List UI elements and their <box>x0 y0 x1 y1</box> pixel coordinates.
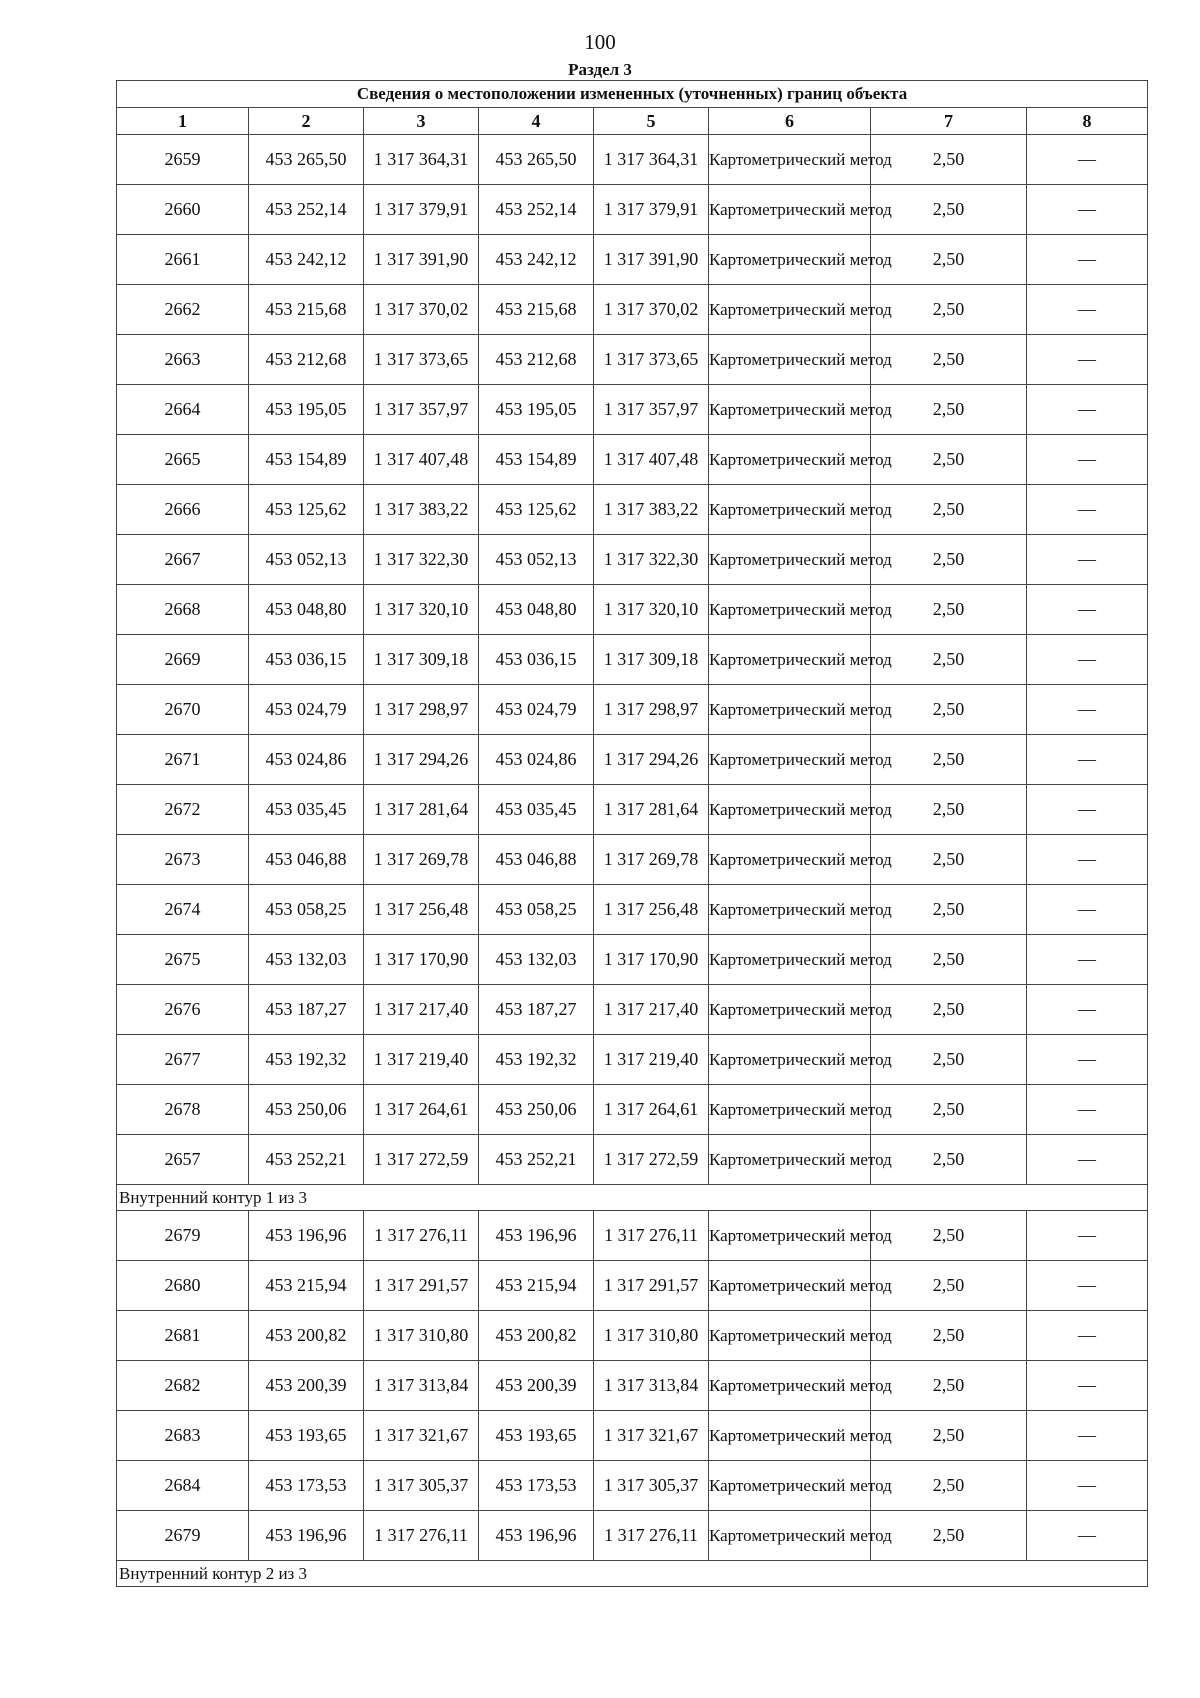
y-new-cell: 1 317 276,11 <box>594 1511 709 1561</box>
y-old-cell: 1 317 272,59 <box>364 1135 479 1185</box>
x-old-cell: 453 187,27 <box>249 985 364 1035</box>
y-new-cell: 1 317 322,30 <box>594 535 709 585</box>
x-new-cell: 453 192,32 <box>479 1035 594 1085</box>
point-number-cell: 2662 <box>117 285 249 335</box>
x-new-cell: 453 125,62 <box>479 485 594 535</box>
method-cell: Картометрический метод <box>709 135 871 185</box>
x-new-cell: 453 036,15 <box>479 635 594 685</box>
y-new-cell: 1 317 298,97 <box>594 685 709 735</box>
x-old-cell: 453 154,89 <box>249 435 364 485</box>
method-cell: Картометрический метод <box>709 1211 871 1261</box>
description-cell: — <box>1027 1135 1148 1185</box>
method-cell: Картометрический метод <box>709 1085 871 1135</box>
x-old-cell: 453 125,62 <box>249 485 364 535</box>
y-new-cell: 1 317 264,61 <box>594 1085 709 1135</box>
x-new-cell: 453 173,53 <box>479 1461 594 1511</box>
column-number: 4 <box>479 108 594 135</box>
x-old-cell: 453 036,15 <box>249 635 364 685</box>
y-new-cell: 1 317 309,18 <box>594 635 709 685</box>
description-cell: — <box>1027 435 1148 485</box>
x-old-cell: 453 242,12 <box>249 235 364 285</box>
x-old-cell: 453 024,86 <box>249 735 364 785</box>
point-number-cell: 2660 <box>117 185 249 235</box>
y-old-cell: 1 317 373,65 <box>364 335 479 385</box>
y-old-cell: 1 317 217,40 <box>364 985 479 1035</box>
y-new-cell: 1 317 219,40 <box>594 1035 709 1085</box>
point-number-cell: 2659 <box>117 135 249 185</box>
x-new-cell: 453 024,79 <box>479 685 594 735</box>
point-number-cell: 2676 <box>117 985 249 1035</box>
column-number: 6 <box>709 108 871 135</box>
y-new-cell: 1 317 370,02 <box>594 285 709 335</box>
y-old-cell: 1 317 407,48 <box>364 435 479 485</box>
point-number-cell: 2678 <box>117 1085 249 1135</box>
accuracy-cell: 2,50 <box>871 1311 1027 1361</box>
method-cell: Картометрический метод <box>709 1361 871 1411</box>
y-new-cell: 1 317 256,48 <box>594 885 709 935</box>
accuracy-cell: 2,50 <box>871 885 1027 935</box>
column-number-row <box>117 108 1148 135</box>
x-old-cell: 453 196,96 <box>249 1511 364 1561</box>
accuracy-cell: 2,50 <box>871 385 1027 435</box>
y-old-cell: 1 317 383,22 <box>364 485 479 535</box>
point-number-cell: 2681 <box>117 1311 249 1361</box>
y-old-cell: 1 317 219,40 <box>364 1035 479 1085</box>
x-old-cell: 453 058,25 <box>249 885 364 935</box>
x-new-cell: 453 024,86 <box>479 735 594 785</box>
x-old-cell: 453 046,88 <box>249 835 364 885</box>
point-number-cell: 2668 <box>117 585 249 635</box>
x-new-cell: 453 058,25 <box>479 885 594 935</box>
x-old-cell: 453 195,05 <box>249 385 364 435</box>
description-cell: — <box>1027 1511 1148 1561</box>
accuracy-cell: 2,50 <box>871 335 1027 385</box>
accuracy-cell: 2,50 <box>871 1135 1027 1185</box>
accuracy-cell: 2,50 <box>871 1461 1027 1511</box>
point-number-cell: 2680 <box>117 1261 249 1311</box>
x-new-cell: 453 265,50 <box>479 135 594 185</box>
y-new-cell: 1 317 294,26 <box>594 735 709 785</box>
table-row <box>117 985 1148 1035</box>
accuracy-cell: 2,50 <box>871 1211 1027 1261</box>
point-number-cell: 2674 <box>117 885 249 935</box>
x-new-cell: 453 052,13 <box>479 535 594 585</box>
point-number-cell: 2667 <box>117 535 249 585</box>
method-cell: Картометрический метод <box>709 635 871 685</box>
x-new-cell: 453 252,14 <box>479 185 594 235</box>
description-cell: — <box>1027 1361 1148 1411</box>
table-row <box>117 485 1148 535</box>
method-cell: Картометрический метод <box>709 835 871 885</box>
description-cell: — <box>1027 685 1148 735</box>
accuracy-cell: 2,50 <box>871 535 1027 585</box>
y-old-cell: 1 317 294,26 <box>364 735 479 785</box>
y-old-cell: 1 317 276,11 <box>364 1511 479 1561</box>
accuracy-cell: 2,50 <box>871 135 1027 185</box>
point-number-cell: 2683 <box>117 1411 249 1461</box>
y-new-cell: 1 317 379,91 <box>594 185 709 235</box>
y-new-cell: 1 317 320,10 <box>594 585 709 635</box>
column-number: 7 <box>871 108 1027 135</box>
x-old-cell: 453 192,32 <box>249 1035 364 1085</box>
method-cell: Картометрический метод <box>709 935 871 985</box>
x-old-cell: 453 252,14 <box>249 185 364 235</box>
x-old-cell: 453 024,79 <box>249 685 364 735</box>
y-old-cell: 1 317 309,18 <box>364 635 479 685</box>
description-cell: — <box>1027 585 1148 635</box>
y-new-cell: 1 317 357,97 <box>594 385 709 435</box>
method-cell: Картометрический метод <box>709 585 871 635</box>
x-new-cell: 453 195,05 <box>479 385 594 435</box>
table-row <box>117 785 1148 835</box>
table-row <box>117 1085 1148 1135</box>
accuracy-cell: 2,50 <box>871 1035 1027 1085</box>
table-row <box>117 585 1148 635</box>
description-cell: — <box>1027 1411 1148 1461</box>
x-new-cell: 453 252,21 <box>479 1135 594 1185</box>
description-cell: — <box>1027 1461 1148 1511</box>
point-number-cell: 2677 <box>117 1035 249 1085</box>
point-number-cell: 2665 <box>117 435 249 485</box>
point-number-cell: 2672 <box>117 785 249 835</box>
table-row <box>117 1211 1148 1261</box>
y-new-cell: 1 317 391,90 <box>594 235 709 285</box>
x-old-cell: 453 193,65 <box>249 1411 364 1461</box>
y-new-cell: 1 317 373,65 <box>594 335 709 385</box>
method-cell: Картометрический метод <box>709 385 871 435</box>
method-cell: Картометрический метод <box>709 685 871 735</box>
column-number: 1 <box>117 108 249 135</box>
y-old-cell: 1 317 320,10 <box>364 585 479 635</box>
table-caption: Сведения о местоположении измененных (уточненных) границ объекта <box>117 81 1148 108</box>
column-number: 2 <box>249 108 364 135</box>
table-row <box>117 535 1148 585</box>
y-old-cell: 1 317 357,97 <box>364 385 479 435</box>
method-cell: Картометрический метод <box>709 1461 871 1511</box>
table-row <box>117 735 1148 785</box>
point-number-cell: 2666 <box>117 485 249 535</box>
description-cell: — <box>1027 785 1148 835</box>
point-number-cell: 2671 <box>117 735 249 785</box>
y-new-cell: 1 317 291,57 <box>594 1261 709 1311</box>
point-number-cell: 2679 <box>117 1211 249 1261</box>
point-number-cell: 2657 <box>117 1135 249 1185</box>
x-old-cell: 453 173,53 <box>249 1461 364 1511</box>
accuracy-cell: 2,50 <box>871 785 1027 835</box>
y-old-cell: 1 317 291,57 <box>364 1261 479 1311</box>
x-old-cell: 453 252,21 <box>249 1135 364 1185</box>
accuracy-cell: 2,50 <box>871 735 1027 785</box>
y-old-cell: 1 317 298,97 <box>364 685 479 735</box>
y-new-cell: 1 317 310,80 <box>594 1311 709 1361</box>
accuracy-cell: 2,50 <box>871 1361 1027 1411</box>
accuracy-cell: 2,50 <box>871 935 1027 985</box>
x-new-cell: 453 035,45 <box>479 785 594 835</box>
table-row <box>117 835 1148 885</box>
method-cell: Картометрический метод <box>709 1135 871 1185</box>
point-number-cell: 2663 <box>117 335 249 385</box>
method-cell: Картометрический метод <box>709 785 871 835</box>
table-row <box>117 1361 1148 1411</box>
x-new-cell: 453 196,96 <box>479 1511 594 1561</box>
y-new-cell: 1 317 305,37 <box>594 1461 709 1511</box>
description-cell: — <box>1027 735 1148 785</box>
table-row <box>117 285 1148 335</box>
method-cell: Картометрический метод <box>709 535 871 585</box>
y-old-cell: 1 317 170,90 <box>364 935 479 985</box>
accuracy-cell: 2,50 <box>871 835 1027 885</box>
x-new-cell: 453 200,39 <box>479 1361 594 1411</box>
method-cell: Картометрический метод <box>709 1511 871 1561</box>
x-old-cell: 453 250,06 <box>249 1085 364 1135</box>
y-new-cell: 1 317 281,64 <box>594 785 709 835</box>
contour-label: Внутренний контур 2 из 3 <box>117 1561 1148 1587</box>
x-new-cell: 453 193,65 <box>479 1411 594 1461</box>
description-cell: — <box>1027 1261 1148 1311</box>
method-cell: Картометрический метод <box>709 885 871 935</box>
accuracy-cell: 2,50 <box>871 635 1027 685</box>
point-number-cell: 2675 <box>117 935 249 985</box>
table-row <box>117 1135 1148 1185</box>
y-new-cell: 1 317 383,22 <box>594 485 709 535</box>
x-new-cell: 453 196,96 <box>479 1211 594 1261</box>
y-new-cell: 1 317 269,78 <box>594 835 709 885</box>
x-old-cell: 453 215,68 <box>249 285 364 335</box>
contour-row <box>117 1185 1148 1211</box>
y-old-cell: 1 317 321,67 <box>364 1411 479 1461</box>
table-caption-row <box>117 81 1148 108</box>
accuracy-cell: 2,50 <box>871 1511 1027 1561</box>
description-cell: — <box>1027 1211 1148 1261</box>
y-old-cell: 1 317 379,91 <box>364 185 479 235</box>
accuracy-cell: 2,50 <box>871 985 1027 1035</box>
method-cell: Картометрический метод <box>709 735 871 785</box>
x-old-cell: 453 035,45 <box>249 785 364 835</box>
accuracy-cell: 2,50 <box>871 1085 1027 1135</box>
description-cell: — <box>1027 185 1148 235</box>
description-cell: — <box>1027 485 1148 535</box>
method-cell: Картометрический метод <box>709 1411 871 1461</box>
x-new-cell: 453 048,80 <box>479 585 594 635</box>
column-number: 3 <box>364 108 479 135</box>
table-row <box>117 185 1148 235</box>
y-new-cell: 1 317 364,31 <box>594 135 709 185</box>
table-row <box>117 1411 1148 1461</box>
description-cell: — <box>1027 285 1148 335</box>
table-row <box>117 935 1148 985</box>
contour-row <box>117 1561 1148 1587</box>
x-new-cell: 453 187,27 <box>479 985 594 1035</box>
y-old-cell: 1 317 322,30 <box>364 535 479 585</box>
x-new-cell: 453 200,82 <box>479 1311 594 1361</box>
description-cell: — <box>1027 535 1148 585</box>
point-number-cell: 2670 <box>117 685 249 735</box>
method-cell: Картометрический метод <box>709 1311 871 1361</box>
x-new-cell: 453 046,88 <box>479 835 594 885</box>
table-row <box>117 1311 1148 1361</box>
method-cell: Картометрический метод <box>709 985 871 1035</box>
point-number-cell: 2669 <box>117 635 249 685</box>
accuracy-cell: 2,50 <box>871 585 1027 635</box>
method-cell: Картометрический метод <box>709 485 871 535</box>
y-old-cell: 1 317 264,61 <box>364 1085 479 1135</box>
description-cell: — <box>1027 935 1148 985</box>
description-cell: — <box>1027 835 1148 885</box>
method-cell: Картометрический метод <box>709 285 871 335</box>
y-old-cell: 1 317 269,78 <box>364 835 479 885</box>
description-cell: — <box>1027 985 1148 1035</box>
y-new-cell: 1 317 313,84 <box>594 1361 709 1411</box>
y-old-cell: 1 317 281,64 <box>364 785 479 835</box>
x-old-cell: 453 052,13 <box>249 535 364 585</box>
section-title: Раздел 3 <box>568 60 632 79</box>
table-row <box>117 1511 1148 1561</box>
method-cell: Картометрический метод <box>709 335 871 385</box>
table-row <box>117 635 1148 685</box>
coordinates-table <box>116 80 1148 1587</box>
x-old-cell: 453 200,39 <box>249 1361 364 1411</box>
method-cell: Картометрический метод <box>709 1261 871 1311</box>
description-cell: — <box>1027 1311 1148 1361</box>
x-old-cell: 453 132,03 <box>249 935 364 985</box>
x-old-cell: 453 048,80 <box>249 585 364 635</box>
y-new-cell: 1 317 217,40 <box>594 985 709 1035</box>
description-cell: — <box>1027 1035 1148 1085</box>
x-new-cell: 453 242,12 <box>479 235 594 285</box>
table-row <box>117 885 1148 935</box>
point-number-cell: 2684 <box>117 1461 249 1511</box>
point-number-cell: 2673 <box>117 835 249 885</box>
column-number: 8 <box>1027 108 1148 135</box>
table-row <box>117 335 1148 385</box>
x-new-cell: 453 154,89 <box>479 435 594 485</box>
description-cell: — <box>1027 335 1148 385</box>
y-new-cell: 1 317 170,90 <box>594 935 709 985</box>
table-row <box>117 385 1148 435</box>
page-number: 100 <box>584 30 616 54</box>
table-row <box>117 1035 1148 1085</box>
method-cell: Картометрический метод <box>709 185 871 235</box>
accuracy-cell: 2,50 <box>871 1411 1027 1461</box>
method-cell: Картометрический метод <box>709 435 871 485</box>
y-new-cell: 1 317 276,11 <box>594 1211 709 1261</box>
accuracy-cell: 2,50 <box>871 485 1027 535</box>
accuracy-cell: 2,50 <box>871 285 1027 335</box>
table-row <box>117 235 1148 285</box>
method-cell: Картометрический метод <box>709 1035 871 1085</box>
description-cell: — <box>1027 885 1148 935</box>
y-old-cell: 1 317 364,31 <box>364 135 479 185</box>
y-old-cell: 1 317 391,90 <box>364 235 479 285</box>
y-new-cell: 1 317 321,67 <box>594 1411 709 1461</box>
point-number-cell: 2682 <box>117 1361 249 1411</box>
y-old-cell: 1 317 305,37 <box>364 1461 479 1511</box>
description-cell: — <box>1027 385 1148 435</box>
x-new-cell: 453 250,06 <box>479 1085 594 1135</box>
y-old-cell: 1 317 313,84 <box>364 1361 479 1411</box>
accuracy-cell: 2,50 <box>871 1261 1027 1311</box>
point-number-cell: 2679 <box>117 1511 249 1561</box>
y-old-cell: 1 317 310,80 <box>364 1311 479 1361</box>
y-old-cell: 1 317 370,02 <box>364 285 479 335</box>
x-old-cell: 453 265,50 <box>249 135 364 185</box>
x-old-cell: 453 215,94 <box>249 1261 364 1311</box>
x-new-cell: 453 212,68 <box>479 335 594 385</box>
contour-label: Внутренний контур 1 из 3 <box>117 1185 1148 1211</box>
y-new-cell: 1 317 407,48 <box>594 435 709 485</box>
accuracy-cell: 2,50 <box>871 185 1027 235</box>
description-cell: — <box>1027 635 1148 685</box>
description-cell: — <box>1027 235 1148 285</box>
accuracy-cell: 2,50 <box>871 685 1027 735</box>
table-row <box>117 685 1148 735</box>
point-number-cell: 2661 <box>117 235 249 285</box>
y-old-cell: 1 317 256,48 <box>364 885 479 935</box>
table-row <box>117 135 1148 185</box>
y-new-cell: 1 317 272,59 <box>594 1135 709 1185</box>
table-row <box>117 435 1148 485</box>
x-old-cell: 453 196,96 <box>249 1211 364 1261</box>
accuracy-cell: 2,50 <box>871 235 1027 285</box>
method-cell: Картометрический метод <box>709 235 871 285</box>
x-new-cell: 453 215,68 <box>479 285 594 335</box>
point-number-cell: 2664 <box>117 385 249 435</box>
x-new-cell: 453 215,94 <box>479 1261 594 1311</box>
x-old-cell: 453 212,68 <box>249 335 364 385</box>
description-cell: — <box>1027 1085 1148 1135</box>
description-cell: — <box>1027 135 1148 185</box>
table-row <box>117 1261 1148 1311</box>
table-row <box>117 1461 1148 1511</box>
x-new-cell: 453 132,03 <box>479 935 594 985</box>
column-number: 5 <box>594 108 709 135</box>
accuracy-cell: 2,50 <box>871 435 1027 485</box>
y-old-cell: 1 317 276,11 <box>364 1211 479 1261</box>
x-old-cell: 453 200,82 <box>249 1311 364 1361</box>
